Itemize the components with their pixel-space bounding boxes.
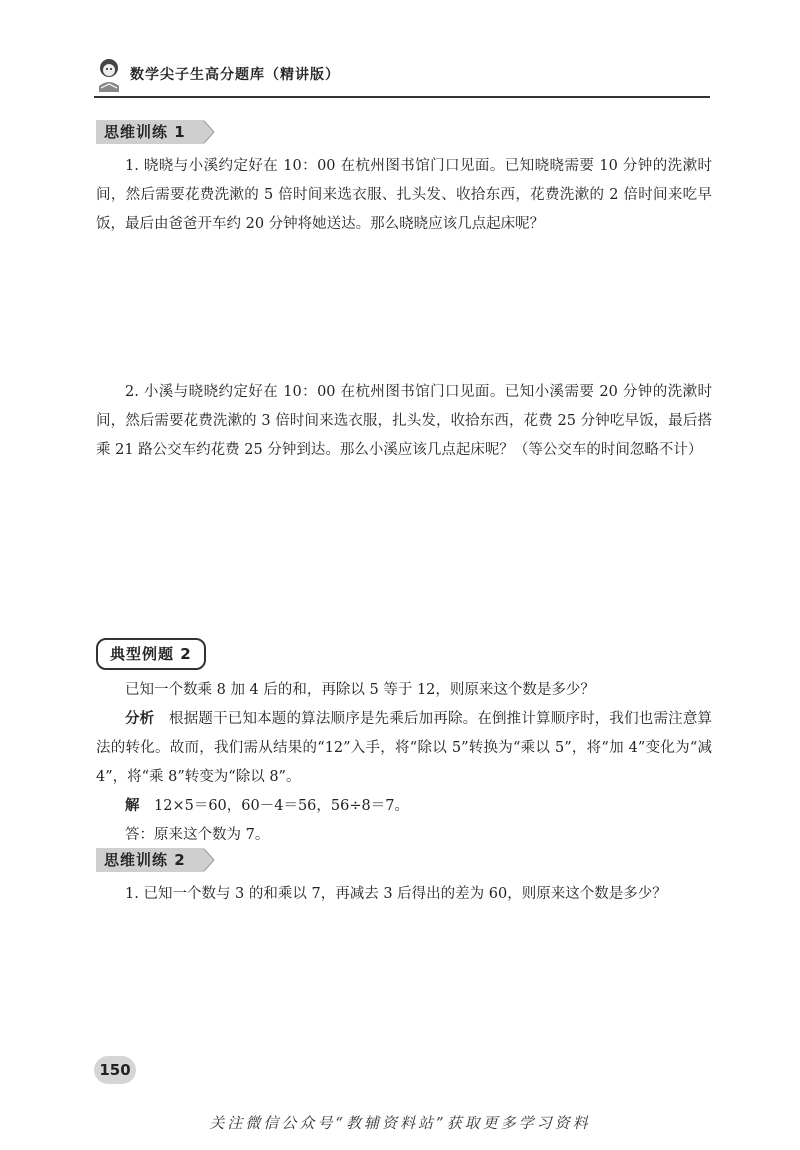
page-number: 150 (94, 1056, 136, 1084)
analysis-paragraph (96, 705, 712, 792)
solution-paragraph (96, 792, 712, 821)
header-divider (94, 96, 710, 98)
section-tag-training-1 (96, 120, 216, 144)
girl-reading-icon (94, 56, 124, 94)
arrow-tag-icon (194, 120, 216, 144)
question-2-text: 2. 小溪与晓晓约定好在 10：00 在杭州图书馆门口见面。已知小溪需要 20 分钟的洗漱时间，然后需要花费洗漱的 3 倍时间来选衣服，扎头发，收拾东西，花费 25 分钟吃早饭，最后搭乘 21 路公交车约花费 25 分钟到达。那么小溪应该几点起床呢？（等公交车的时间忽略不计） (96, 384, 712, 458)
example-question: 已知一个数乘 8 加 4 后的和，再除以 5 等于 12，则原来这个数是多少？ (125, 682, 595, 698)
arrow-tag-icon (194, 848, 216, 872)
analysis-label: 分析 (125, 711, 155, 727)
section-tag-label: 思维训练 2 (96, 848, 194, 872)
analysis-text: 根据题干已知本题的算法顺序是先乘后加再除。在倒推计算顺序时，我们也需注意算法的转化。故而，我们需从结果的“12”入手，将“除以 5”转换为“乘以 5”，将“加 4”变化为“减 4”，将“乘 8”转变为“除以 8”。 (96, 711, 713, 785)
section-tag-label: 思维训练 1 (96, 120, 194, 144)
answer-text: 答：原来这个数为 7。 (125, 827, 270, 843)
solution-label: 解 (125, 798, 140, 814)
book-title: 数学尖子生高分题库（精讲版） (130, 67, 340, 83)
section-tag-training-2 (96, 848, 216, 872)
solution-text: 12×5＝60，60－4＝56，56÷8＝7。 (154, 798, 409, 814)
training-2-question-1: 1. 已知一个数与 3 的和乘以 7，再减去 3 后得出的差为 60，则原来这个数是多少？ (125, 886, 667, 902)
example-tag: 典型例题 2 (96, 638, 206, 670)
question-1-text: 1. 晓晓与小溪约定好在 10：00 在杭州图书馆门口见面。已知晓晓需要 10 分钟的洗漱时间，然后需要花费洗漱的 5 倍时间来选衣服、扎头发、收拾东西，花费洗漱的 2 倍时间来吃早饭，最后由爸爸开车约 20 分钟将她送达。那么晓晓应该几点起床呢？ (96, 158, 712, 232)
footer-note: 关注微信公众号“教辅资料站”获取更多学习资料 (209, 1114, 591, 1132)
